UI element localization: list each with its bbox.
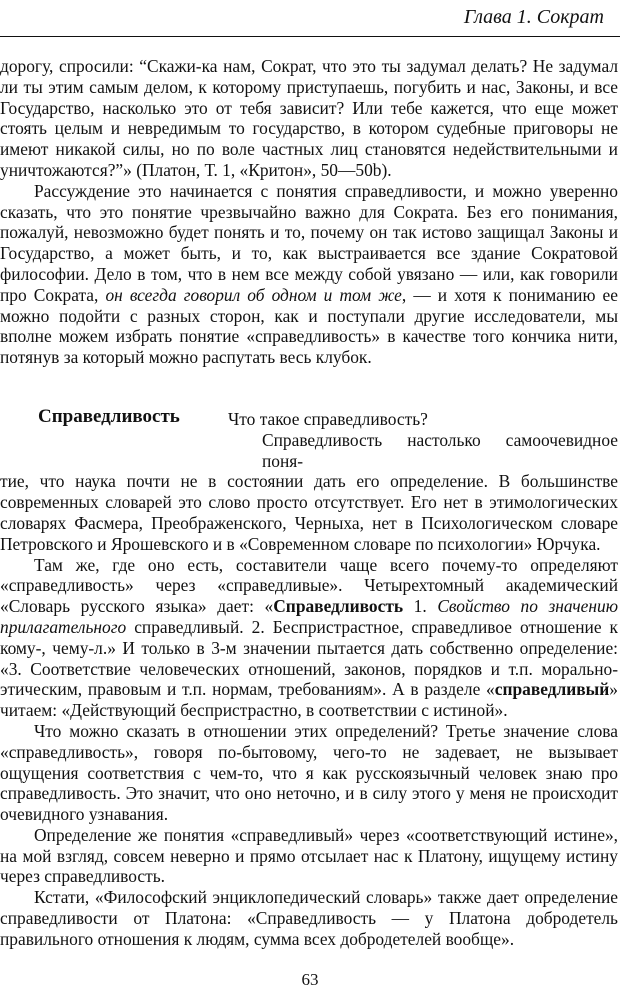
paragraph-plato-reference: Определение же понятия «справедливый» через «соответствующий истине», на мой взгляд, совсем неверно и прямо отсылает нас к Платону, ищущему истину через справедливость. — [0, 824, 618, 887]
running-header: Глава 1. Сократ — [463, 6, 604, 28]
text-span: Рассуждение это начинается с понятия справедливости, и можно уверенно сказать, что это понятие чрезвычайно важно для Сократа. Без его понимания, пожалуй, невозможно будет понять и то, почему он так истово защищал Законы и Государство, а может быть, и то, как выстраивается все здание Сократовой философии. Дело в том, что в нем все между собой увязано — или, как говорили про Сократа, — [0, 180, 618, 305]
italic-definition: Свойство по значению прилагательного — [0, 596, 618, 637]
section-question: Что такое справедливость? — [228, 408, 428, 429]
paragraph-quote-end: дорогу, спросили: “Скажи-ка нам, Сократ, что это ты задумал делать? Не задумал ли ты этим самым делом, к которому приступаешь, погубить и нас, Законы, и все Государство, насколько это от тебя зависит? Или тебе кажется, что еще может стоять целым и невредимым то государство, в котором судебные приговоры не имеют никакой силы, но по воле частных лиц становятся недействительными и уничтожаются?”» (Платон, Т. 1, «Критон», 50—50b). — [0, 56, 618, 180]
italic-phrase: он всегда говорил об одном и том же — [105, 284, 402, 305]
text-span: справедливый. 2. Беспристрастное, справедливое отношение к кому-, чему-л.» И только в 3-м значении пытается дать собственно определение: «3. Соответствие человеческих отношений, законов, порядков и т.п. морально-этическим, правовым и т.п. нормам, требованиям». А в разделе « — [0, 616, 618, 700]
page-body — [0, 56, 618, 950]
section-title: Справедливость — [38, 405, 180, 427]
bold-term: справедливый — [494, 679, 610, 700]
paragraph-dictionary — [0, 555, 618, 721]
text-span: 1. — [403, 596, 438, 617]
paragraph-analysis: Что можно сказать в отношении этих определений? Третье значение слова «справедливость», говоря по-бытовому, чего-то не задевает, не вызывает ощущения соответствия с чем-то, что я как русскоязычный человек знаю про справедливость. Это значит, что оно неточно, и в силу этого у меня не происходит очевидного узнавания. — [0, 720, 618, 825]
text-span: » читаем: «Действующий беспристрастно, в соответствии с истиной». — [0, 679, 618, 721]
paragraph-definition-missing: тие, что наука почти не в состоянии дать его определение. В большинстве современных словарей это слово просто отсутствует. Его нет в этимологических словарях Фасмера, Преображенского, Черныха, нет в Психологическом словаре Петровского и Ярошевского и в «Современном словаре по психологии» Юрчука. — [0, 471, 618, 554]
section-justice — [0, 405, 618, 471]
paragraph-reasoning — [0, 181, 618, 368]
header-rule — [0, 36, 620, 37]
section-lead-line: Справедливость настолько самоочевидное поня- — [262, 429, 618, 471]
page-number: 63 — [301, 970, 319, 989]
text-span: Там же, где оно есть, составители чаще всего почему-то определяют «справедливость» через «справедливые». Четырехтомный академический «Словарь русского языка» дает: « — [0, 554, 618, 617]
bold-term: Справедливость — [273, 596, 404, 617]
paragraph-encyclopedia: Кстати, «Философский энциклопедический словарь» также дает определение справедливости от Платона: «Справедливость — у Платона добродетель правильного отношения к людям, сумма всех добродетелей вообще». — [0, 887, 618, 949]
text-span: , — и хотя к пониманию ее можно подойти с разных сторон, как и поступали другие исследователи, мы вполне можем избрать понятие «справедливость» в качестве того кончика нити, потянув за который можно распутать весь клубок. — [0, 284, 618, 368]
